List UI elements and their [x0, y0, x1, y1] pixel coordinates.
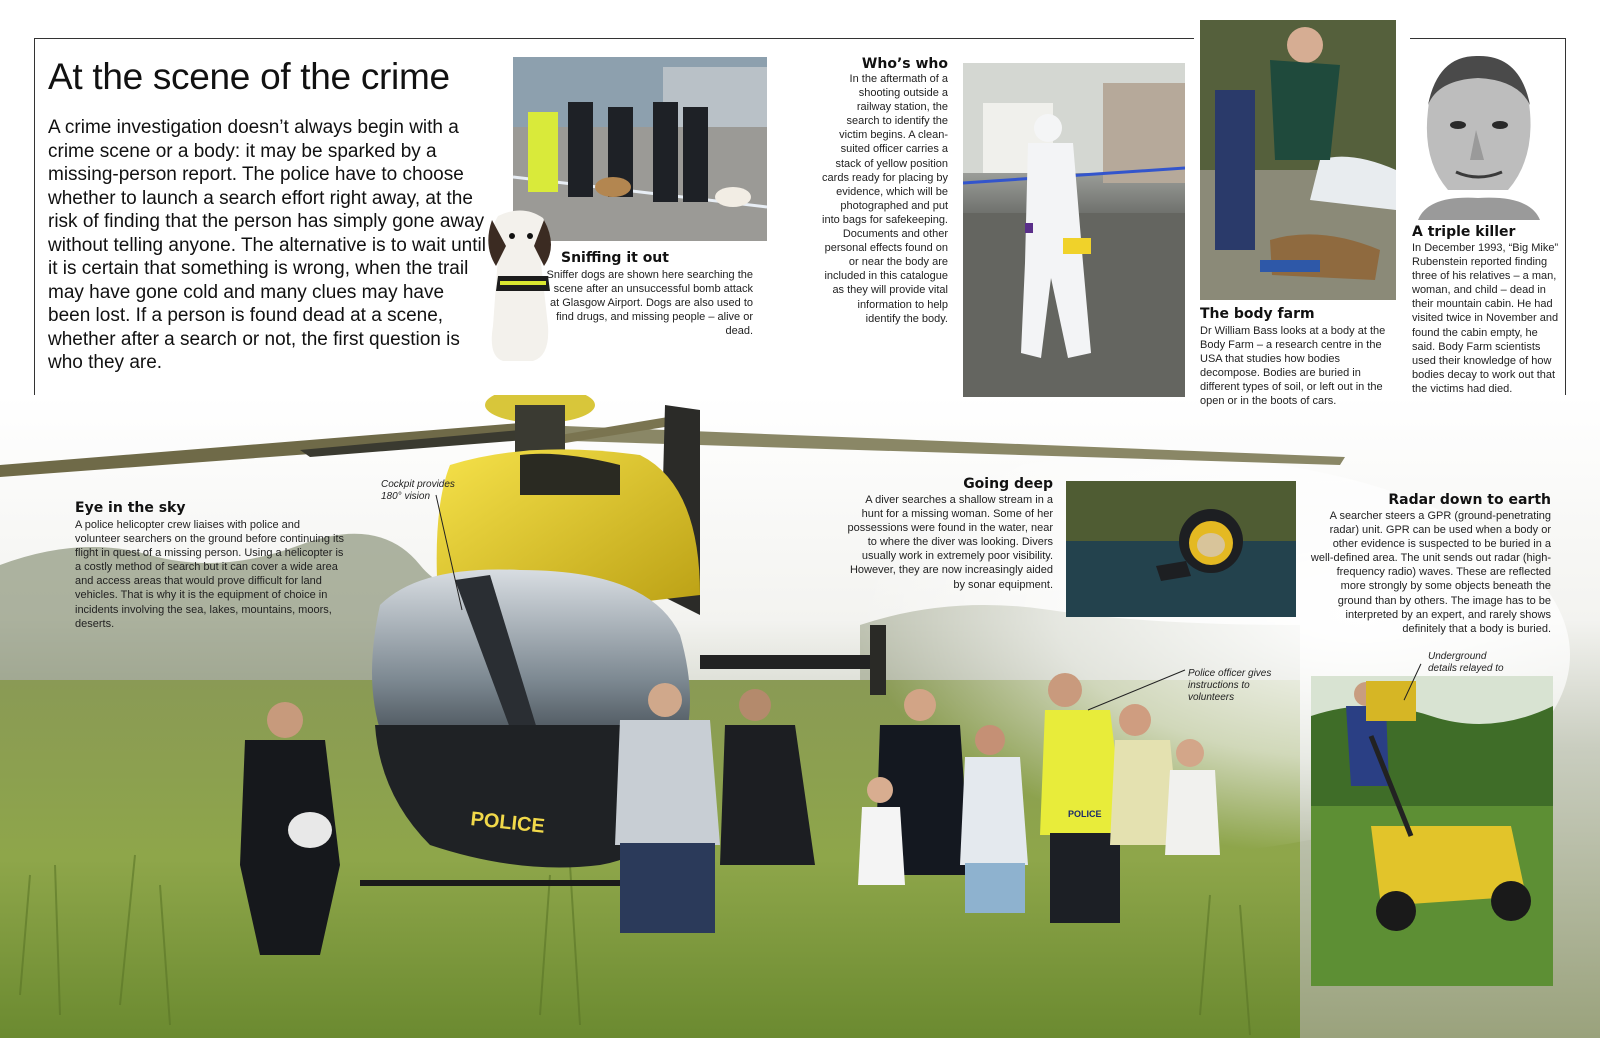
triple-killer-body: In December 1993, “Big Mike” Rubenstein reported finding three of his relatives – a man, woman, and child – dead in their mountain cabin. He had visited twice in November and found the cabin empty, he said. Body Farm scientists used their knowledge of how bodies decay to work out that the victims had died. — [1412, 242, 1559, 395]
eye-sky-body: A police helicopter crew liaises with police and volunteer searchers on the ground before continuing its flight in quest of a missing person. Using a helicopter is a costly method of search but it can cover a wide area and access areas that would prove difficult for land vehicles. That is why it is the equipment of choice in incidents involving the sea, lakes, mountains, moors, deserts. — [75, 519, 345, 630]
triple-killer-title: A triple killer — [1412, 224, 1516, 240]
triple-killer-caption — [1412, 224, 1560, 396]
going-deep-caption — [845, 476, 1053, 592]
whos-who-caption — [822, 56, 948, 326]
frame-top-right — [1410, 38, 1566, 39]
underground-annotation: Underground details relayed to — [1428, 651, 1504, 674]
diver-photo — [1066, 481, 1296, 617]
radar-caption — [1310, 492, 1551, 636]
body-farm-photo — [1200, 20, 1396, 300]
body-farm-body: Dr William Bass looks at a body at the Body Farm – a research centre in the USA that studies how bodies decompose. Bodies are buried in different types of soil, or left out in the open or in the boots of cars. — [1200, 325, 1386, 408]
page-title: At the scene of the crime — [48, 56, 450, 97]
sniffing-caption — [546, 250, 753, 338]
gpr-radar-photo — [1311, 676, 1553, 986]
frame-top-left — [34, 38, 1194, 39]
cockpit-annotation: Cockpit provides 180° vision — [381, 479, 455, 502]
eye-sky-title: Eye in the sky — [75, 500, 186, 516]
sniffing-title: Sniffing it out — [561, 250, 669, 266]
whos-who-title: Who’s who — [861, 56, 948, 72]
body-farm-title: The body farm — [1200, 306, 1315, 322]
helicopter-police-label: POLICE — [469, 808, 546, 838]
radar-title: Radar down to earth — [1388, 492, 1551, 508]
going-deep-title: Going deep — [963, 476, 1053, 492]
eye-sky-caption — [75, 500, 345, 631]
radar-body: A searcher steers a GPR (ground-penetrating radar) unit. GPR can be used when a body or other evidence is suspected to be buried in a well-defined area. The unit sends out radar (high-frequency radio) waves. These are reflected more strongly by some objects beneath the ground than by others. The image has to be interpreted by an expert, and rarely shows definitely that a body is buried. — [1310, 510, 1551, 635]
vest-police-label: POLICE — [1068, 809, 1102, 819]
going-deep-body: A diver searches a shallow stream in a hunt for a missing woman. Some of her possessions were found in the water, near to where the diver was looking. Divers usually work in extremely poor visibility. However, they are now increasingly aided by sonar equipment. — [847, 494, 1053, 591]
crime-scene-officer-photo — [963, 63, 1185, 397]
whos-who-body: In the aftermath of a shooting outside a railway station, the search to identify the victim begins. A clean-suited officer carries a stack of yellow position cards ready for placing by evidence, which will be photographed and put into bags for safekeeping. Documents and other personal effects found on or near the body are included in this catalogue as they will provide vital information to help identify the body. — [822, 73, 948, 325]
sniffing-body: Sniffer dogs are shown here searching the scene after an unsuccessful bomb attack at Glasgow Airport. Dogs are also used to find drugs, and missing people – alive or dead. — [546, 269, 753, 338]
rubenstein-portrait — [1408, 50, 1548, 220]
officer-annotation: Police officer gives instructions to volunteers — [1188, 668, 1272, 703]
intro-paragraph: A crime investigation doesn’t always begin with a crime scene or a body: it may be sparked by a missing-person report. The police have to choose whether to launch a search effort right away, at the risk of finding that the person has simply gone away without telling anyone. The alternative is to wait until it is certain that something is wrong, when the trail may have gone cold and many clues may have been lost. If a person is found dead at a scene, whether after a search or not, the first question is who they are. — [48, 117, 486, 373]
body-farm-caption — [1200, 306, 1400, 409]
